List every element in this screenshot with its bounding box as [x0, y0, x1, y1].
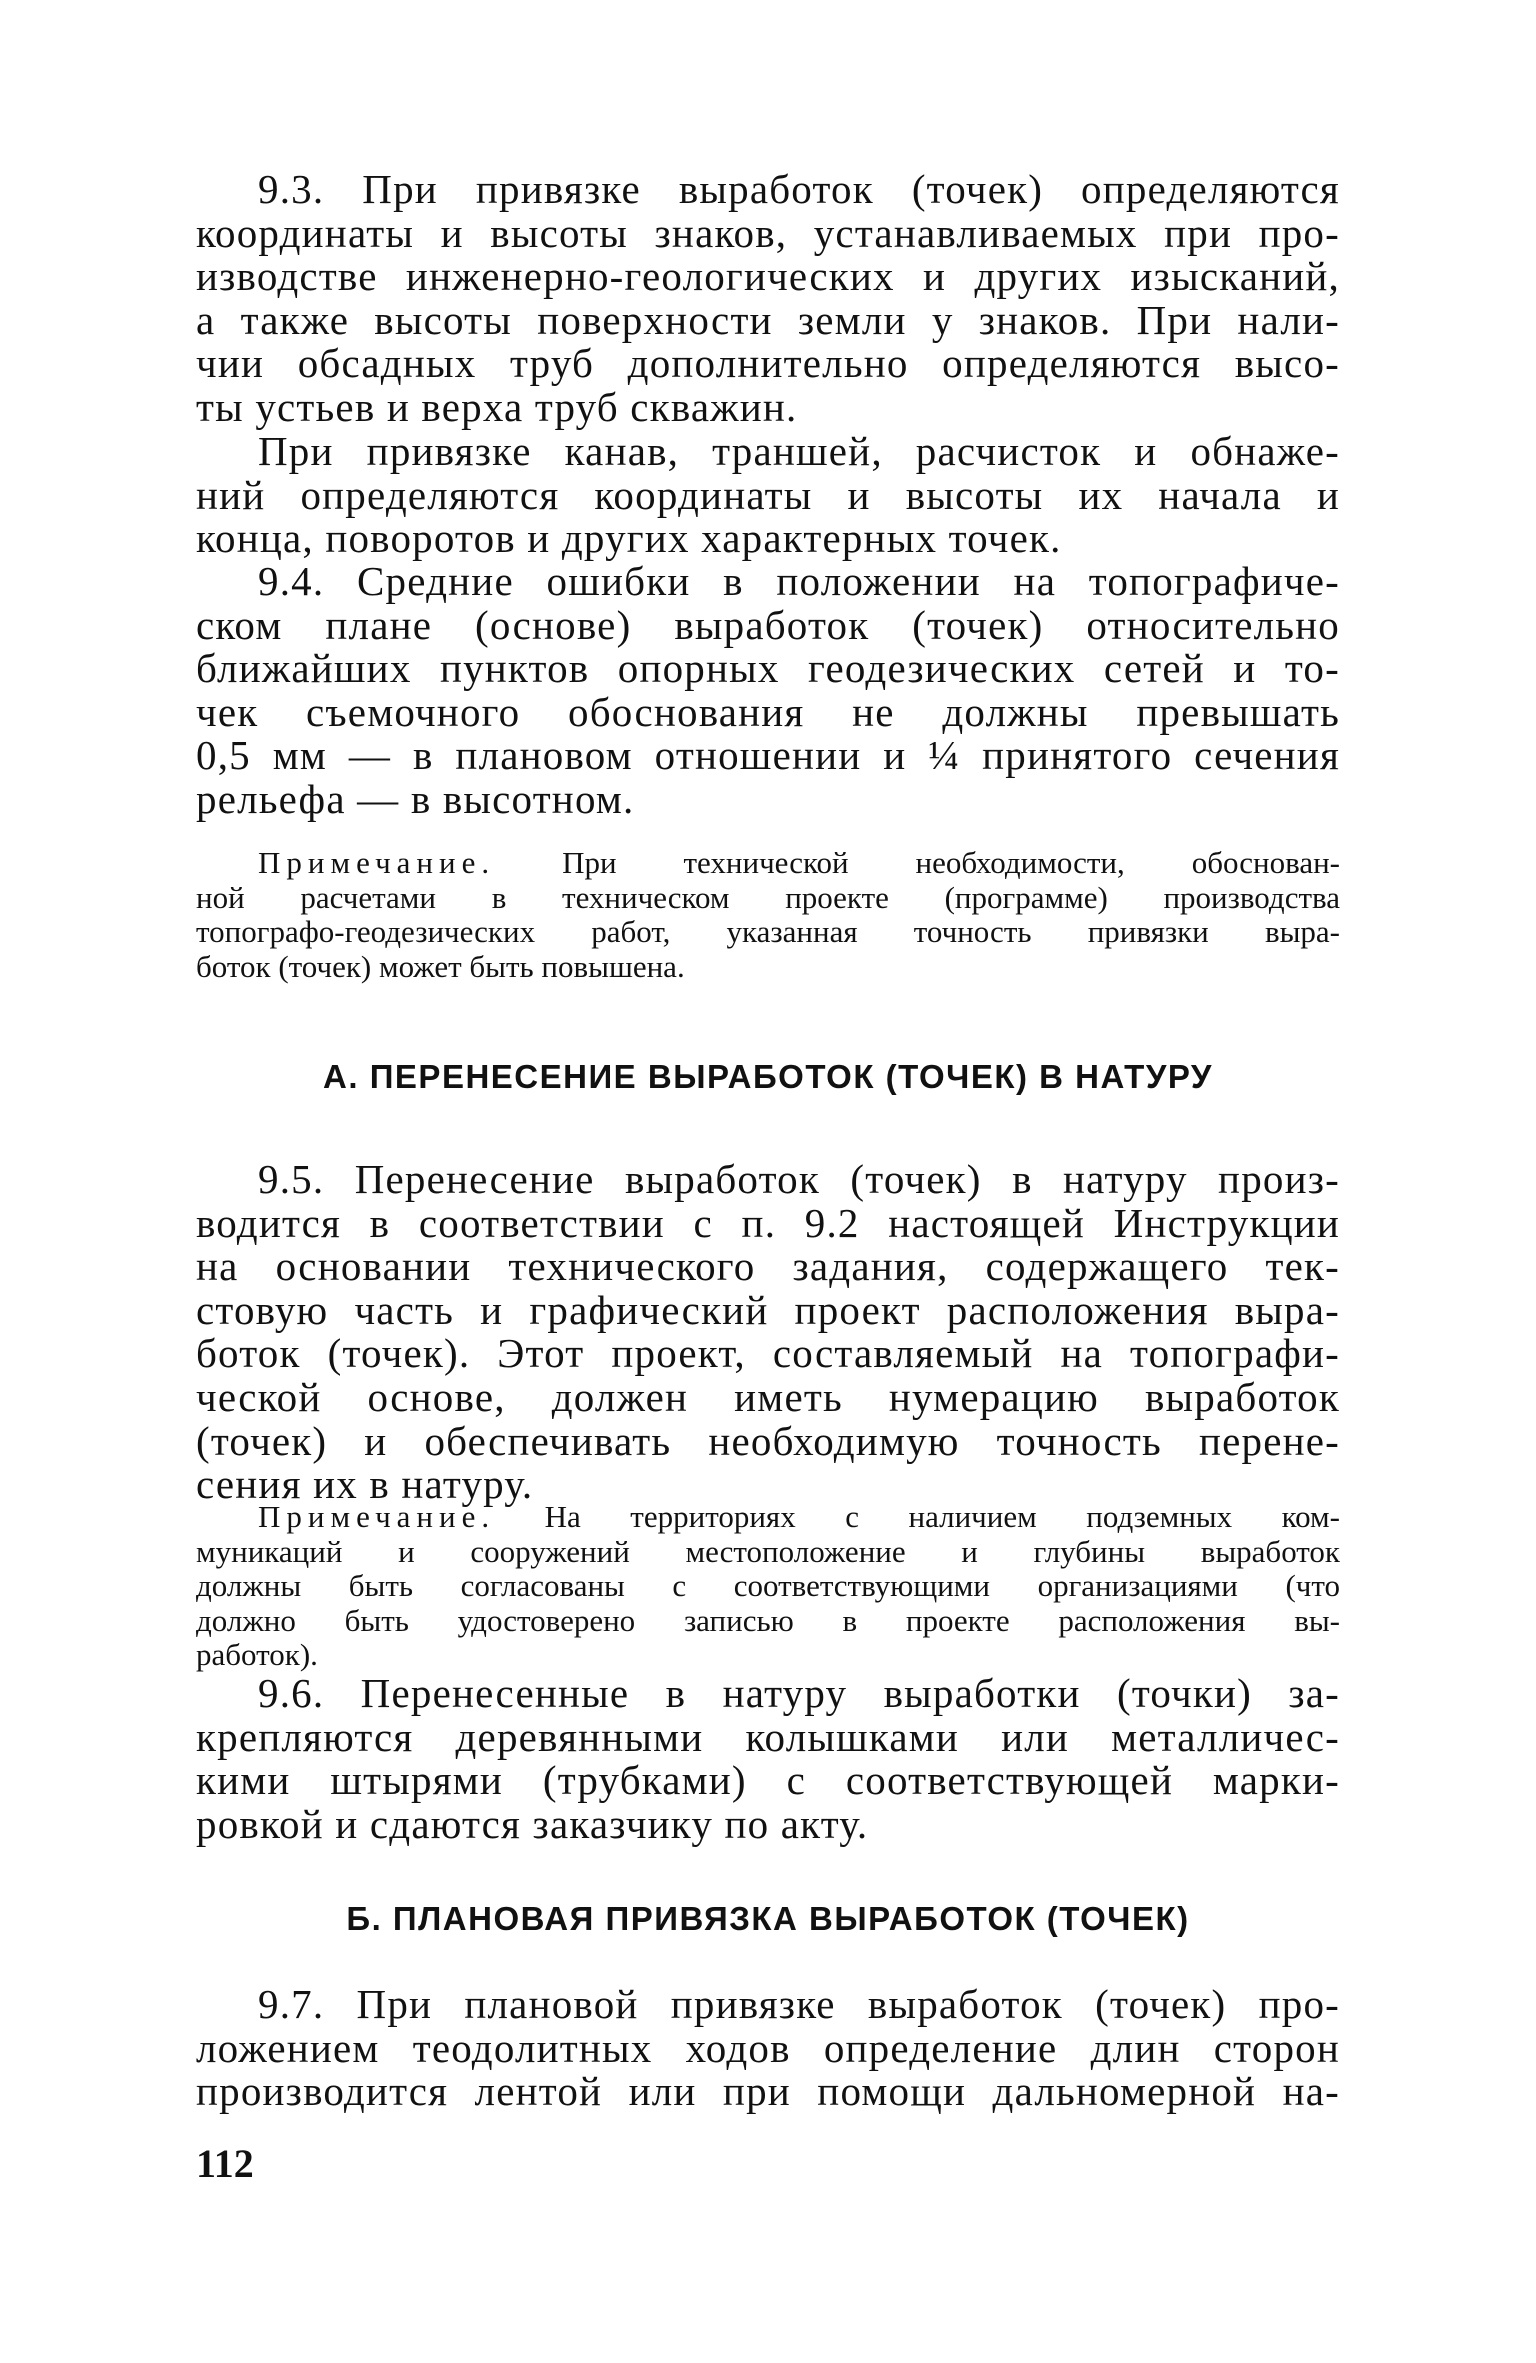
text-line: производится лентой или при помощи дальномерной на-: [196, 2068, 1340, 2115]
text-line: чек съемочного обоснования не должны превышать: [196, 688, 1340, 735]
note-label: Примечание.: [258, 845, 496, 880]
text-line: ческой основе, должен иметь нумерацию выработок: [196, 1373, 1340, 1420]
paragraph-9-3-continued: [196, 430, 1340, 561]
text-line: на основании технического задания, содержащего тек-: [196, 1243, 1340, 1290]
note-2: Примечание. На территориях с наличием подземных ком- муникаций и сооружений местоположение и глубины выработок должны быть согласованы с соответствующими организациями (что должно быть удостоверено записью в проекте расположения вы- работок).: [196, 1499, 1340, 1672]
section-heading-b: Б. ПЛАНОВАЯ ПРИВЯЗКА ВЫРАБОТОК (ТОЧЕК): [346, 1900, 1190, 1937]
text-line: водится в соответствии с п. 9.2 настоящей Инструкции: [196, 1199, 1340, 1246]
text-line: кими штырями (трубками) с соответствующей марки-: [196, 1757, 1340, 1804]
text-line: 9.7. При плановой привязке выработок (точек) про-: [258, 1981, 1340, 2027]
text-line: рельефа — в высотном.: [196, 775, 635, 822]
paragraph-9-3: [196, 168, 1340, 430]
text-line: изводстве инженерно-геологических и других изысканий,: [196, 253, 1340, 300]
text-line: (точек) и обеспечивать необходимую точность перене-: [196, 1417, 1340, 1464]
text-line: ложением теодолитных ходов определение длин сторон: [196, 2024, 1340, 2071]
text-line: 9.5. Перенесение выработок (точек) в натуру произ-: [258, 1156, 1340, 1202]
text-line: координаты и высоты знаков, устанавливаемых при про-: [196, 209, 1340, 256]
text-line: 9.6. Перенесенные в натуру выработки (точки) за-: [258, 1670, 1340, 1716]
text-line: 9.3. При привязке выработок (точек) определяются: [258, 166, 1340, 212]
text-line: конца, поворотов и других характерных точек.: [196, 515, 1062, 562]
page-number: 112: [196, 2141, 254, 2186]
text-line: 0,5 мм — в плановом отношении и ¼ принятого сечения: [196, 732, 1340, 779]
text-line: При привязке канав, траншей, расчисток и обнаже-: [258, 428, 1340, 474]
text-line: ближайших пунктов опорных геодезических сетей и то-: [196, 645, 1340, 692]
paragraph-9-6: [196, 1672, 1340, 1846]
note-1: Примечание. При технической необходимости, обоснован- ной расчетами в техническом проекте (программе) производства топографо-геодезических работ, указанная точность привязки выра- боток (точек) может быть повышена.: [196, 845, 1340, 984]
section-heading-a: А. ПЕРЕНЕСЕНИЕ ВЫРАБОТОК (ТОЧЕК) В НАТУРУ: [323, 1058, 1213, 1095]
text-line: ний определяются координаты и высоты их начала и: [196, 471, 1340, 518]
text-line: ровкой и сдаются заказчику по акту.: [196, 1800, 869, 1847]
paragraph-9-4: [196, 560, 1340, 822]
text-line: ском плане (основе) выработок (точек) относительно: [196, 601, 1340, 648]
text-line: ты устьев и верха труб скважин.: [196, 383, 798, 430]
text-line: стовую часть и графический проект расположения выра-: [196, 1286, 1340, 1333]
text-line: 9.4. Средние ошибки в положении на топографиче-: [258, 558, 1340, 604]
paragraph-9-5: [196, 1158, 1340, 1507]
text-line: крепляются деревянными колышками или металличес-: [196, 1713, 1340, 1760]
text-line: а также высоты поверхности земли у знаков. При нали-: [196, 296, 1340, 343]
text-line: чии обсадных труб дополнительно определяются высо-: [196, 340, 1340, 387]
note-label: Примечание.: [258, 1499, 496, 1534]
text-line: сения их в натуру.: [196, 1461, 534, 1508]
text-line: боток (точек). Этот проект, составляемый на топографи-: [196, 1330, 1340, 1377]
paragraph-9-7: [196, 1983, 1340, 2114]
